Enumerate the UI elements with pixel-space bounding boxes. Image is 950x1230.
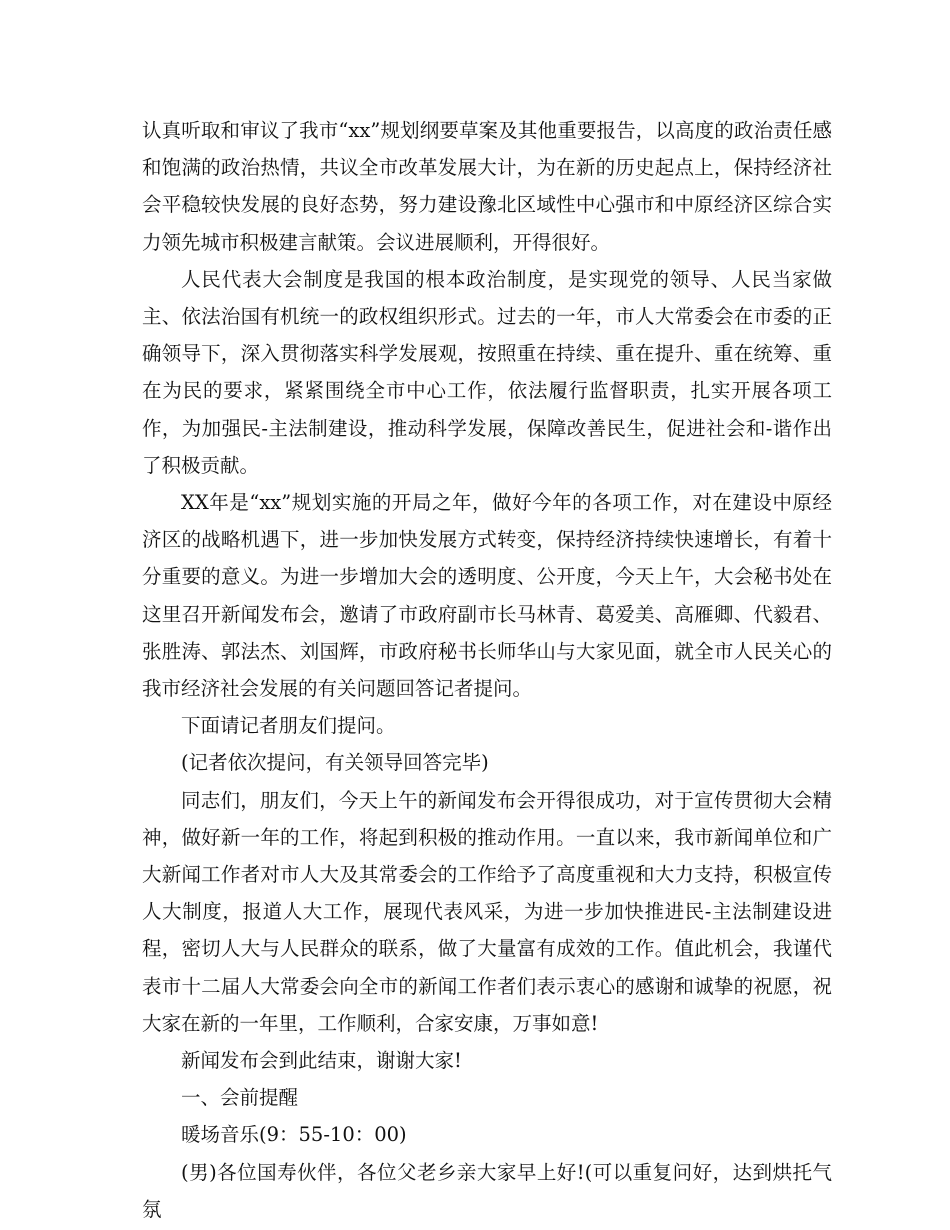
paragraph: 人民代表大会制度是我国的根本政治制度，是实现党的领导、人民当家做主、依法治国有机统一的政权组织形式。过去的一年，市人大常委会在市委的正确领导下，深入贯彻落实科学发展观，按照重在持续、重在提升、重在统筹、重在为民的要求，紧紧围绕全市中心工作，依法履行监督职责，扎实开展各项工作，为加强民-主法制建设，推动科学发展，保障改善民生，促进社会和-谐作出了积极贡献。 (142, 267, 832, 477)
paragraph: 下面请记者朋友们提问。 (181, 714, 396, 738)
paragraph: XX年是“xx”规划实施的开局之年，做好今年的各项工作，对在建设中原经济区的战略机遇下，进一步加快发展方式转变，保持经济持续快速增长，有着十分重要的意义。为进一步增加大会的透明度、公开度，今天上午，大会秘书处在这里召开新闻发布会，邀请了市政府副市长马林青、葛爱美、高雁卿、代毅君、张胜涛、郭法杰、刘国辉，市政府秘书长师华山与大家见面，就全市人民关心的我市经济社会发展的有关问题回答记者提问。 (142, 491, 832, 701)
paragraph: 暖场音乐(9：55-10：00) (181, 1123, 407, 1147)
paragraph: (记者依次提问，有关领导回答完毕) (181, 751, 489, 775)
paragraph: 同志们，朋友们，今天上午的新闻发布会开得很成功，对于宣传贯彻大会精神，做好新一年的工作，将起到积极的推动作用。一直以来，我市新闻单位和广大新闻工作者对市人大及其常委会的工作给予了高度重视和大力支持，积极宣传人大制度，报道人大工作，展现代表风采，为进一步加快推进民-主法制建设进程，密切人大与人民群众的联系，做了大量富有成效的工作。值此机会，我谨代表市十二届人大常委会向全市的新闻工作者们表示衷心的感谢和诚挚的祝愿，祝大家在新的一年里，工作顺利，合家安康，万事如意! (142, 788, 832, 1035)
paragraph: (男)各位国寿伙伴，各位父老乡亲大家早上好!(可以重复问好，达到烘托气氛 (142, 1160, 832, 1221)
paragraph: 新闻发布会到此结束，谢谢大家! (181, 1049, 462, 1073)
section-heading: 一、会前提醒 (181, 1086, 299, 1110)
document-body (142, 112, 832, 1228)
paragraph: 认真听取和审议了我市“xx”规划纲要草案及其他重要报告，以高度的政治责任感和饱满的政治热情，共议全市改革发展大计，为在新的历史起点上，保持经济社会平稳较快发展的良好态势，努力建设豫北区域性中心强市和中原经济区综合实力领先城市积极建言献策。会议进展顺利，开得很好。 (142, 119, 832, 254)
